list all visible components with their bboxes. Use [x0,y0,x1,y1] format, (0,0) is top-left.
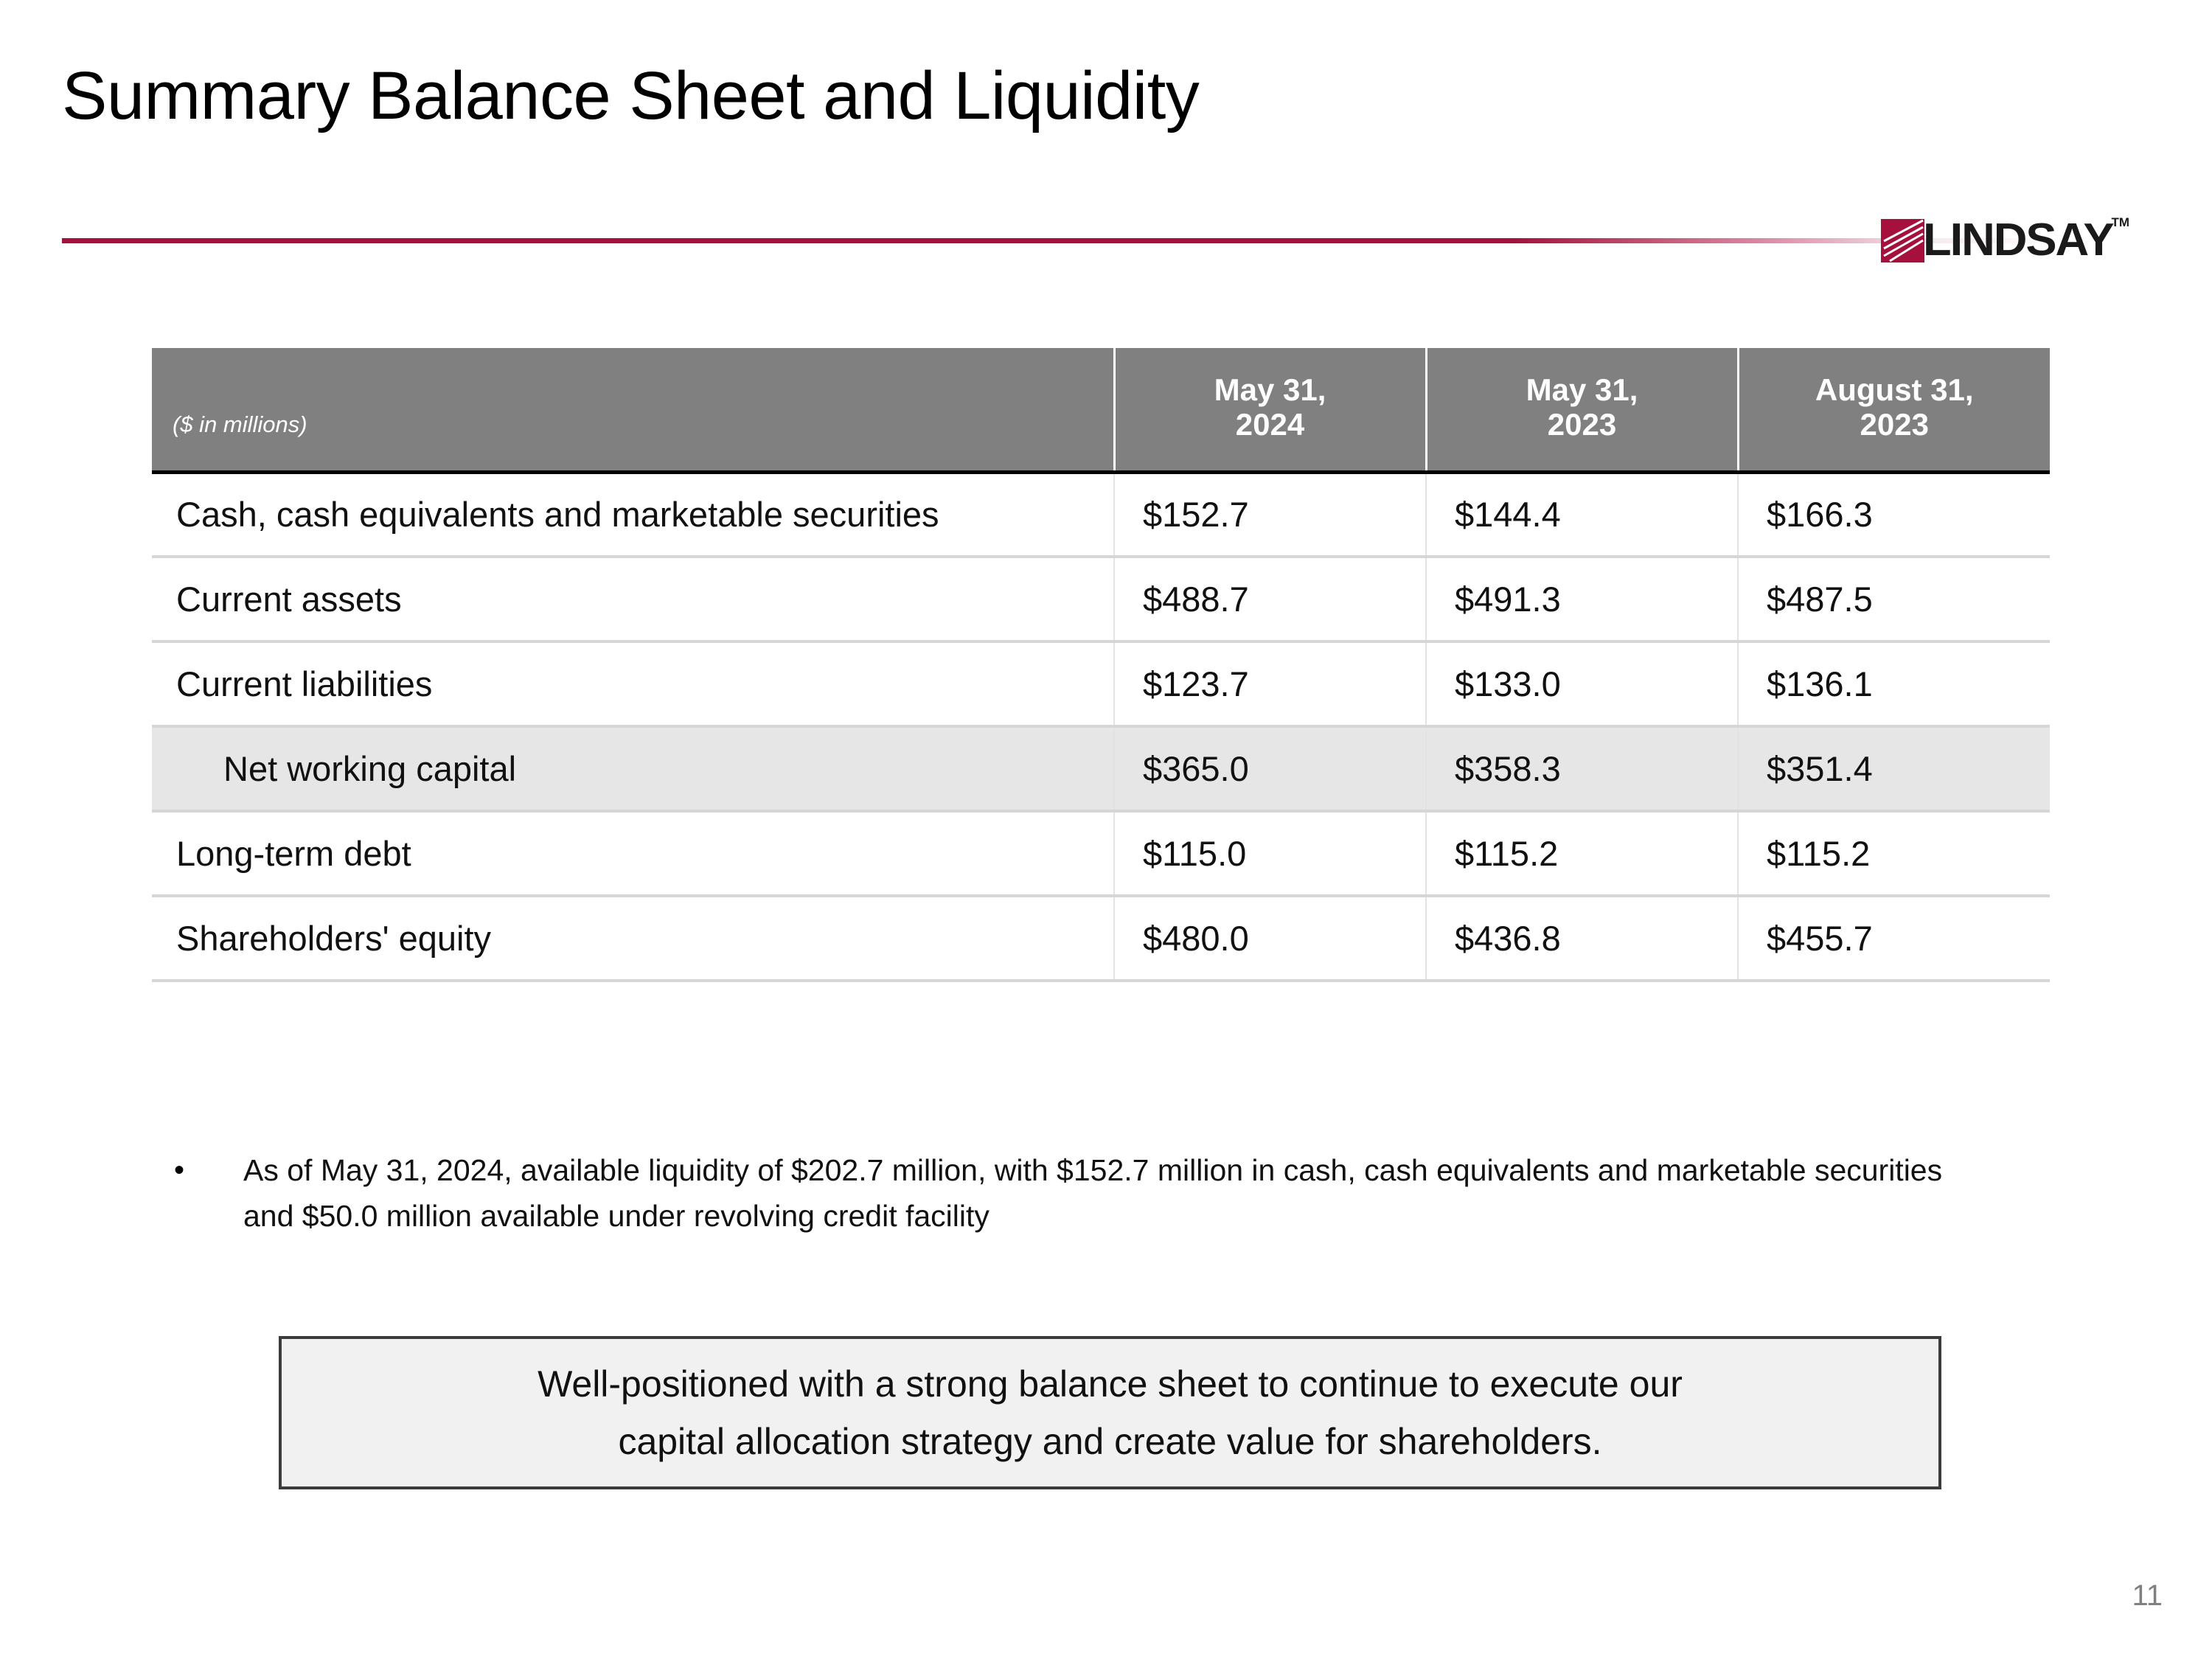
row-value: $480.0 [1114,896,1426,981]
table-row [152,472,2050,557]
column-header-may-2024 [1114,348,1426,472]
row-value: $491.3 [1426,557,1738,641]
trademark-symbol: TM [2111,215,2129,229]
row-value: $351.4 [1738,726,2050,811]
page-title: Summary Balance Sheet and Liquidity [62,58,1200,133]
table-row [152,811,2050,896]
row-label: Net working capital [152,726,1114,811]
column-header-line1: August 31, [1815,372,1974,407]
balance-sheet-table [152,348,2050,982]
title-divider-rule [62,238,2075,243]
table-header-row [152,348,2050,472]
callout-line-2: capital allocation strategy and create value for shareholders. [618,1421,1602,1462]
row-value: $365.0 [1114,726,1426,811]
row-value: $115.0 [1114,811,1426,896]
row-value: $123.7 [1114,641,1426,726]
bullet-text: As of May 31, 2024, available liquidity of $202.7 million, with $152.7 million in cash, cash equivalents and marketable securities and $50.0 million available under revolving credit facility [243,1153,1943,1233]
callout-line-1: Well-positioned with a strong balance sheet to continue to execute our [538,1363,1683,1405]
row-value: $144.4 [1426,472,1738,557]
lindsay-logo-mark-icon [1881,219,1924,262]
row-value: $488.7 [1114,557,1426,641]
table-row [152,641,2050,726]
lindsay-logo [1881,212,2129,268]
callout-box [279,1336,1941,1489]
bullet-list [174,1147,2062,1239]
lindsay-wordmark: LINDSAY [1923,215,2113,265]
row-value: $166.3 [1738,472,2050,557]
row-value: $152.7 [1114,472,1426,557]
column-header-line2: 2023 [1860,406,1929,442]
row-value: $115.2 [1738,811,2050,896]
column-header-august-2023 [1738,348,2050,472]
row-label: Shareholders' equity [152,896,1114,981]
row-value: $455.7 [1738,896,2050,981]
row-label: Cash, cash equivalents and marketable securities [152,472,1114,557]
column-header-line2: 2024 [1235,406,1305,442]
list-item [174,1147,2062,1239]
table-row [152,557,2050,641]
column-header-line1: May 31, [1214,372,1326,407]
row-label: Current liabilities [152,641,1114,726]
row-value: $115.2 [1426,811,1738,896]
row-label: Current assets [152,557,1114,641]
page-number: 11 [2132,1579,2163,1612]
column-header-line1: May 31, [1526,372,1638,407]
row-value: $136.1 [1738,641,2050,726]
bullet-point-icon: • [174,1154,185,1186]
row-value: $133.0 [1426,641,1738,726]
row-label: Long-term debt [152,811,1114,896]
row-value: $487.5 [1738,557,2050,641]
row-value: $436.8 [1426,896,1738,981]
table-row-highlighted [152,726,2050,811]
table-row [152,896,2050,981]
units-label: ($ in millions) [152,348,1114,472]
row-value: $358.3 [1426,726,1738,811]
column-header-may-2023 [1426,348,1738,472]
column-header-line2: 2023 [1547,406,1617,442]
